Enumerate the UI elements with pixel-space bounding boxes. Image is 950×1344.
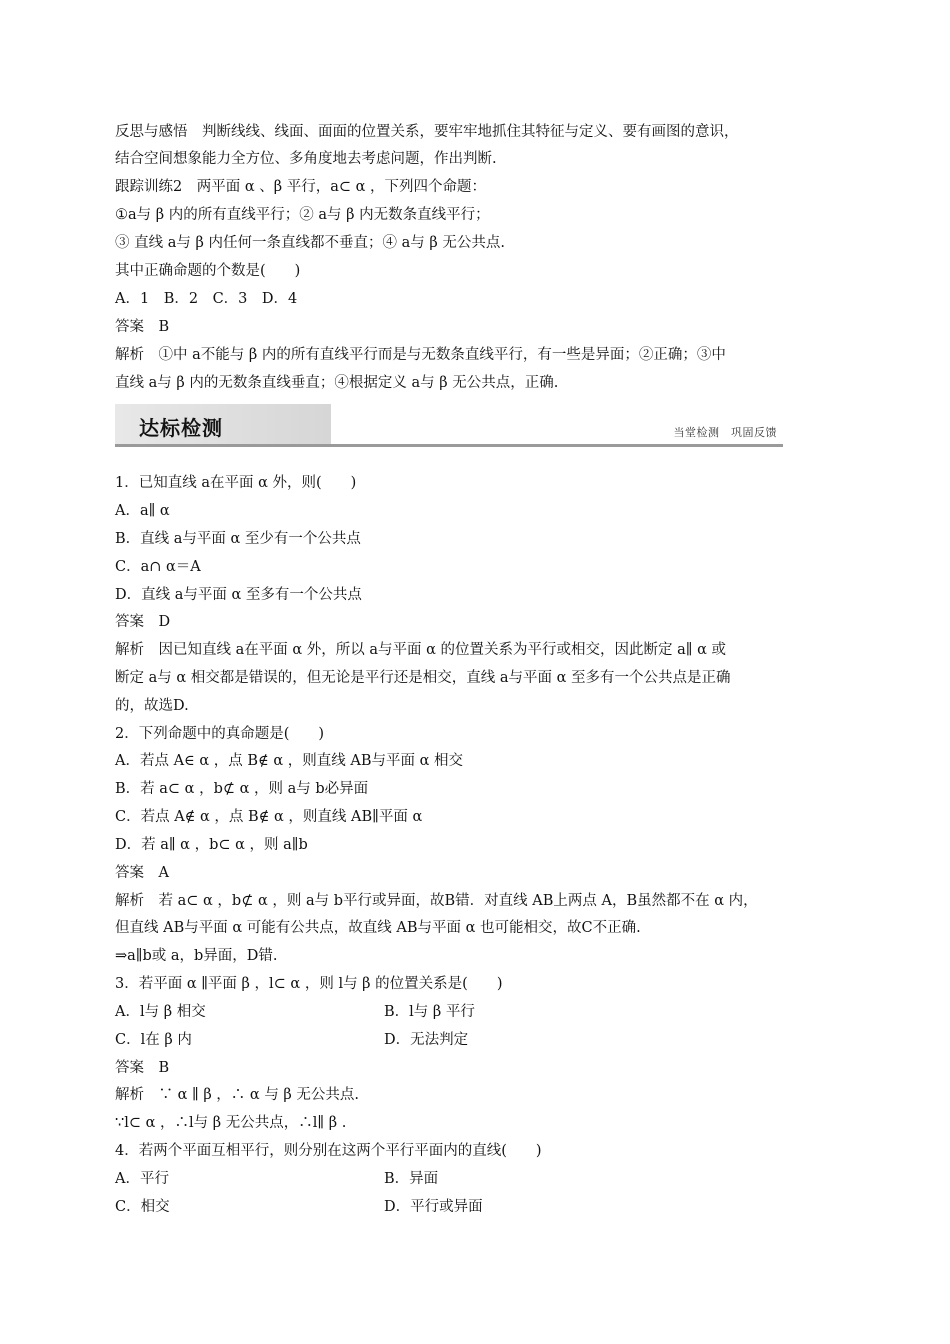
- q1-explanation-3: 的，故选D.: [115, 698, 189, 714]
- reflection-line-1: 反思与感悟 判断线线、线面、面面的位置关系，要牢牢地抓住其特征与定义、要有画图的意识，: [115, 124, 739, 140]
- practice-options: A．1 B．2 C．3 D．4: [115, 291, 298, 307]
- q3-options-cd: [115, 1030, 469, 1052]
- q3-option-c: C．l在 β 内: [115, 1032, 192, 1048]
- q3-stem: 3．若平面 α ∥平面 β ，l⊂ α ，则 l与 β 的位置关系是( ): [115, 976, 503, 992]
- q2-option-d: D．若 a∥ α ，b⊂ α ，则 a∥b: [115, 837, 308, 853]
- q2-explanation-1: 解析 若 a⊂ α ，b⊄ α ，则 a与 b平行或异面，故B错．对直线 AB上两点 A，B虽然都不在 α 内，: [115, 893, 758, 909]
- q3-option-d: D．无法判定: [384, 1032, 469, 1048]
- q3-option-a: A．l与 β 相交: [115, 1004, 206, 1020]
- q3-options-ab: [115, 1002, 475, 1024]
- q1-stem: 1．已知直线 a在平面 α 外，则( ): [115, 475, 357, 491]
- q2-option-c: C．若点 A∉ α ，点 B∉ α ，则直线 AB∥平面 α: [115, 809, 423, 825]
- q4-options-cd: [115, 1197, 483, 1219]
- q3-option-b: B．l与 β 平行: [384, 1004, 475, 1020]
- section-banner: [115, 404, 783, 448]
- q3-explanation-1: 解析 ∵ α ∥ β ，∴ α 与 β 无公共点.: [115, 1087, 360, 1103]
- practice-answer: 答案 B: [115, 319, 170, 335]
- q3-explanation-2: ∵l⊂ α ，∴l与 β 无公共点，∴l∥ β .: [115, 1115, 347, 1131]
- q4-stem: 4．若两个平面互相平行，则分别在这两个平行平面内的直线( ): [115, 1143, 542, 1159]
- q2-stem: 2．下列命题中的真命题是( ): [115, 726, 325, 742]
- section-title: 达标检测: [139, 416, 223, 440]
- q1-option-b: B．直线 a与平面 α 至少有一个公共点: [115, 531, 361, 547]
- q4-option-d: D．平行或异面: [384, 1199, 483, 1215]
- q3-answer: 答案 B: [115, 1060, 170, 1076]
- q2-option-a: A．若点 A∈ α ，点 B∉ α ，则直线 AB与平面 α 相交: [115, 753, 464, 769]
- practice-question: 其中正确命题的个数是( ): [115, 263, 301, 279]
- q2-explanation-2: 但直线 AB与平面 α 可能有公共点，故直线 AB与平面 α 也可能相交，故C不正确.: [115, 920, 641, 936]
- practice-stem: 跟踪训练2 两平面 α 、β 平行，a⊂ α ，下列四个命题：: [115, 179, 487, 195]
- q1-option-d: D．直线 a与平面 α 至多有一个公共点: [115, 587, 362, 603]
- q2-explanation-3: ⇒a∥b或 a，b异面，D错.: [115, 948, 278, 964]
- q1-option-a: A．a∥ α: [115, 503, 170, 519]
- q2-option-b: B．若 a⊂ α ，b⊄ α ，则 a与 b必异面: [115, 781, 369, 797]
- reflection-line-2: 结合空间想象能力全方位、多角度地去考虑问题，作出判断.: [115, 151, 497, 167]
- q4-option-c: C．相交: [115, 1199, 170, 1215]
- q1-explanation-2: 断定 a与 α 相交都是错误的，但无论是平行还是相交，直线 a与平面 α 至多有一个公共点是正确: [115, 670, 731, 686]
- q4-options-ab: [115, 1169, 439, 1191]
- practice-explanation-2: 直线 a与 β 内的无数条直线垂直；④根据定义 a与 β 无公共点，正确.: [115, 375, 559, 391]
- section-subtitle: 当堂检测 巩固反馈: [673, 426, 777, 439]
- q2-answer: 答案 A: [115, 865, 169, 881]
- practice-explanation-1: 解析 ①中 a不能与 β 内的所有直线平行而是与无数条直线平行，有一些是异面；②正确；③中: [115, 347, 726, 363]
- q1-explanation-1: 解析 因已知直线 a在平面 α 外，所以 a与平面 α 的位置关系为平行或相交，因此断定 a∥ α 或: [115, 642, 726, 658]
- practice-prop-1-2: ①a与 β 内的所有直线平行；② a与 β 内无数条直线平行；: [115, 207, 490, 223]
- q4-option-a: A．平行: [115, 1171, 169, 1187]
- q1-answer: 答案 D: [115, 614, 171, 630]
- q1-option-c: C．a∩ α＝A: [115, 559, 201, 575]
- banner-rule: [115, 444, 783, 447]
- q4-option-b: B．异面: [384, 1171, 439, 1187]
- practice-prop-3-4: ③ 直线 a与 β 内任何一条直线都不垂直；④ a与 β 无公共点.: [115, 235, 505, 251]
